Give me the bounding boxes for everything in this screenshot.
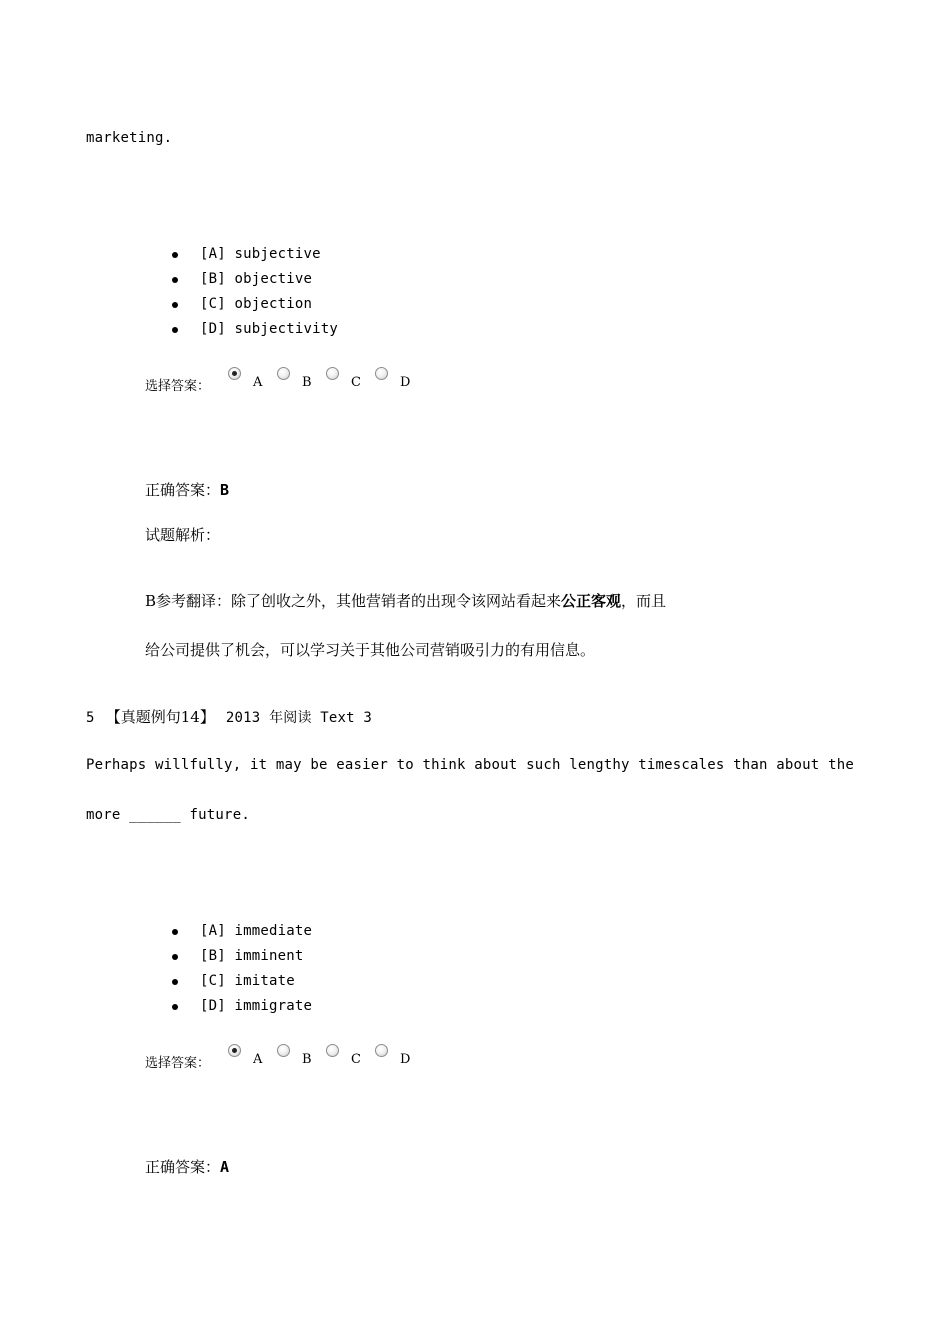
q4-stem-tail: marketing. xyxy=(86,130,173,146)
q4-answer-selector xyxy=(145,367,424,394)
q5-option-list xyxy=(172,919,312,1019)
q5-option-b: [B] imminent xyxy=(200,948,304,964)
bullet-icon xyxy=(172,252,178,258)
q4-correct-label: 正确答案： xyxy=(145,481,221,499)
q5-stem-line2: more ______ future. xyxy=(86,807,250,823)
q5-answer-selector xyxy=(145,1044,424,1071)
q5-option-a: [A] immediate xyxy=(200,923,313,939)
q4-correct-value: B xyxy=(220,481,230,499)
q5-radio-a[interactable] xyxy=(228,1044,241,1057)
q5-correct-label: 正确答案： xyxy=(145,1158,221,1176)
list-item xyxy=(172,242,338,267)
q4-analysis-highlight: 公正客观 xyxy=(561,592,622,610)
q5-radio-d-label: D xyxy=(400,1052,411,1067)
q5-correct-answer xyxy=(145,1156,229,1177)
q4-analysis-label: 试题解析： xyxy=(145,526,221,544)
q4-option-b: [B] objective xyxy=(200,271,313,287)
q4-analysis-text-end: ，而且 xyxy=(621,592,667,610)
q4-radio-a[interactable] xyxy=(228,367,241,380)
q4-select-prompt: 选择答案： xyxy=(145,379,211,394)
q5-select-prompt: 选择答案： xyxy=(145,1056,211,1071)
q5-heading xyxy=(86,706,372,727)
bullet-icon xyxy=(172,302,178,308)
q5-radio-c[interactable] xyxy=(326,1044,339,1057)
q5-source: 2013 年阅读 Text 3 xyxy=(225,710,373,726)
q5-number: 5 xyxy=(86,710,95,726)
q4-option-c: [C] objection xyxy=(200,296,313,312)
q5-radio-b[interactable] xyxy=(277,1044,290,1057)
list-item xyxy=(172,994,312,1019)
q5-radio-c-label: C xyxy=(351,1052,361,1067)
q4-radio-c-label: C xyxy=(351,375,361,390)
q4-radio-b[interactable] xyxy=(277,367,290,380)
q5-stem-line1: Perhaps willfully, it may be easier to think about such lengthy timescales than about the xyxy=(86,757,854,773)
q4-radio-a-label: A xyxy=(253,375,263,390)
list-item xyxy=(172,919,312,944)
q5-tag: 【真题例句14】 xyxy=(105,708,215,726)
bullet-icon xyxy=(172,929,178,935)
q5-option-c: [C] imitate xyxy=(200,973,295,989)
list-item xyxy=(172,969,312,994)
q4-radio-b-label: B xyxy=(302,375,312,390)
q4-option-d: [D] subjectivity xyxy=(200,321,339,337)
list-item xyxy=(172,944,312,969)
q5-option-d: [D] immigrate xyxy=(200,998,313,1014)
q4-option-a: [A] subjective xyxy=(200,246,321,262)
list-item xyxy=(172,292,338,317)
list-item xyxy=(172,317,338,342)
bullet-icon xyxy=(172,954,178,960)
q4-option-list xyxy=(172,242,338,342)
q4-correct-answer xyxy=(145,479,229,500)
q4-analysis-line1 xyxy=(145,590,666,611)
q4-radio-d-label: D xyxy=(400,375,411,390)
bullet-icon xyxy=(172,327,178,333)
q4-analysis-text: B参考翻译：除了创收之外，其他营销者的出现令该网站看起来 xyxy=(145,592,562,610)
q5-radio-d[interactable] xyxy=(375,1044,388,1057)
q5-radio-a-label: A xyxy=(253,1052,263,1067)
bullet-icon xyxy=(172,979,178,985)
q5-correct-value: A xyxy=(220,1158,230,1176)
q4-radio-c[interactable] xyxy=(326,367,339,380)
q5-radio-b-label: B xyxy=(302,1052,312,1067)
list-item xyxy=(172,267,338,292)
bullet-icon xyxy=(172,277,178,283)
q4-radio-d[interactable] xyxy=(375,367,388,380)
bullet-icon xyxy=(172,1004,178,1010)
q4-analysis-line2: 给公司提供了机会，可以学习关于其他公司营销吸引力的有用信息。 xyxy=(145,641,596,659)
